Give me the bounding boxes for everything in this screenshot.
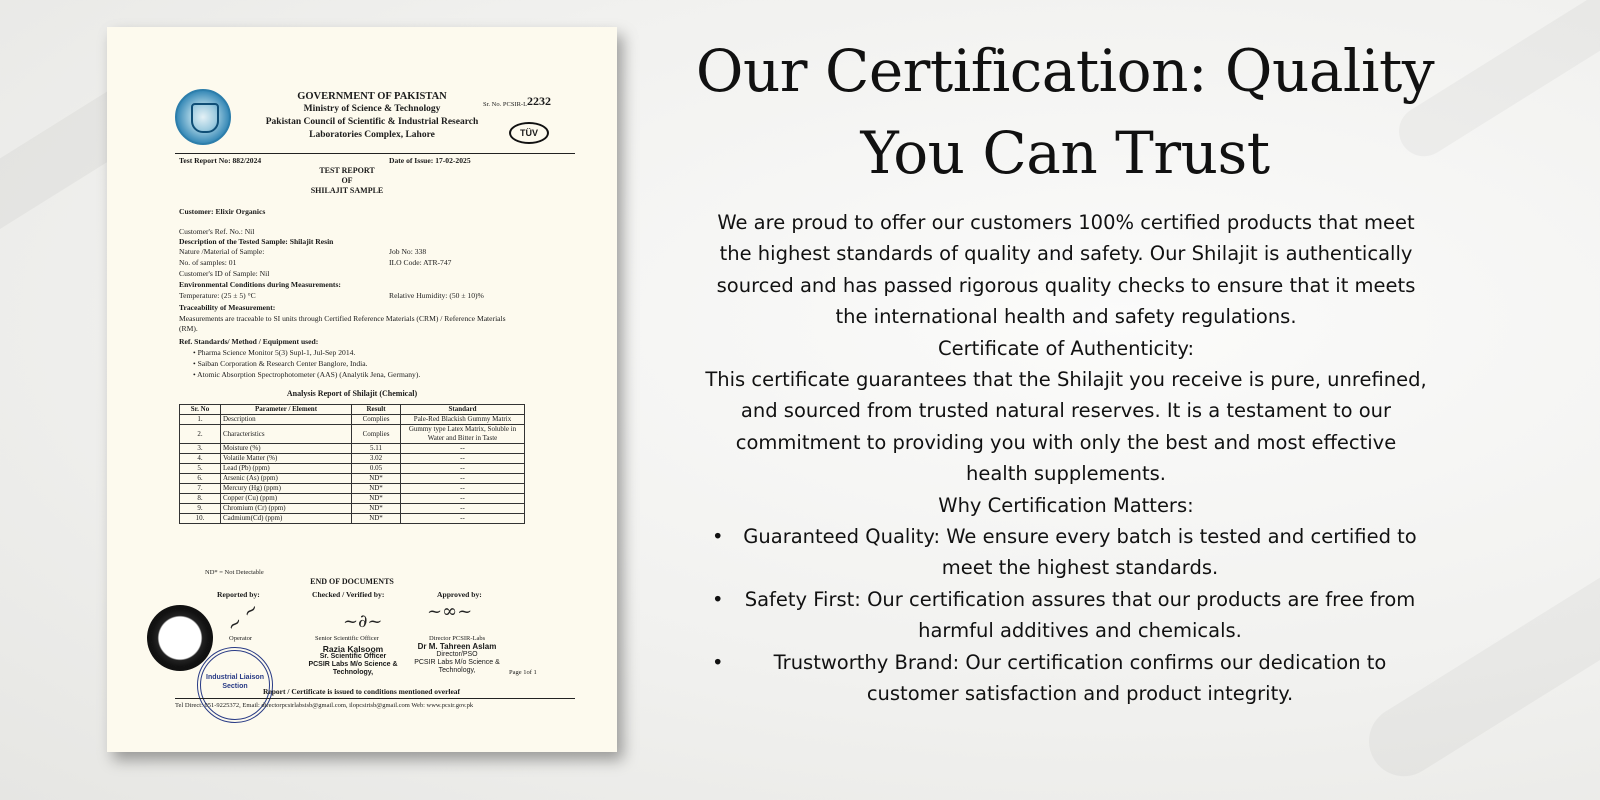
table-cell: Pale-Red Blackish Gummy Matrix	[401, 415, 525, 425]
officer-signature: ~∂~	[343, 611, 383, 632]
divider	[175, 698, 575, 699]
director-signature: ~∞~	[427, 601, 473, 622]
cert-header-line: Laboratories Complex, Lahore	[309, 130, 435, 140]
customer-ref: Customer's Ref. No.: Nil	[179, 227, 255, 236]
list-item	[702, 521, 1430, 584]
table-row	[180, 474, 525, 484]
contact-line: Tel Direct: 051-9225372, Email: directorpcsirlabsisb@gmail.com, ilopcsirisb@gmail.com Web: www.pcsir.gov.pk	[175, 702, 474, 709]
traceability-heading: Traceability of Measurement:	[179, 303, 276, 312]
coa-paragraph: This certificate guarantees that the Shilajit you receive is pure, unrefined, and sourced from trusted natural reserves. It is a testament to our commitment to providing you with only the best and most effective health supplements.	[705, 368, 1427, 486]
humidity: Relative Humidity: (50 ± 10)%	[389, 291, 484, 300]
table-row	[180, 514, 525, 524]
table-cell: --	[401, 494, 525, 504]
table-cell: Moisture (%)	[221, 444, 352, 454]
table-cell: 9.	[180, 504, 221, 514]
operator-title: Operator	[229, 635, 253, 642]
senior-officer-title: Senior Scientific Officer	[315, 635, 379, 642]
table-row	[180, 494, 525, 504]
cert-header-line: Ministry of Science & Technology	[303, 104, 441, 114]
test-report-no: Test Report No: 882/2024	[179, 156, 262, 165]
table-cell: 10.	[180, 514, 221, 524]
table-cell: --	[401, 484, 525, 494]
traceability-text: Measurements are traceable to SI units through Certified Reference Materials (CRM) / Reference Materials (RM).	[179, 314, 506, 333]
table-header: Standard	[401, 405, 525, 415]
table-cell: 5.11	[352, 444, 401, 454]
analysis-title: Analysis Report of Shilajit (Chemical)	[286, 389, 418, 398]
stamp-line: Technology,	[332, 669, 374, 676]
table-cell: Copper (Cu) (ppm)	[221, 494, 352, 504]
table-cell: --	[401, 444, 525, 454]
ref-item: • Atomic Absorption Spectrophotometer (AAS) (Analytik Jena, Germany).	[193, 370, 421, 379]
table-cell: Chromium (Cr) (ppm)	[221, 504, 352, 514]
table-cell: Mercury (Hg) (ppm)	[221, 484, 352, 494]
date-of-issue: Date of Issue: 17-02-2025	[389, 156, 471, 165]
page-count: Page 1of 1	[509, 669, 537, 676]
table-row	[180, 484, 525, 494]
customer-sample-id: Customer's ID of Sample: Nil	[179, 269, 270, 278]
table-cell: Description	[221, 415, 352, 425]
table-cell: --	[401, 474, 525, 484]
bullet-icon: •	[712, 587, 724, 611]
coa-heading: Certificate of Authenticity:	[937, 336, 1195, 360]
list-item	[702, 647, 1430, 710]
table-header: Sr. No	[180, 405, 221, 415]
sample-description: Description of the Tested Sample: Shilajit Resin	[179, 237, 334, 246]
table-cell: --	[401, 504, 525, 514]
bullet-icon: •	[712, 650, 724, 674]
stamp-line: Director/PSO	[436, 651, 478, 658]
table-cell: 7.	[180, 484, 221, 494]
table-cell: 4.	[180, 454, 221, 464]
table-cell: ND*	[352, 494, 401, 504]
certificate-document	[107, 27, 617, 752]
liaison-seal	[197, 647, 273, 723]
table-header: Parameter / Element	[221, 405, 352, 415]
table-cell: --	[401, 514, 525, 524]
page-title: Our Certification: Quality You Can Trust	[695, 37, 1435, 187]
table-cell: Volatile Matter (%)	[221, 454, 352, 464]
table-row	[180, 454, 525, 464]
report-title: OF	[341, 176, 353, 185]
table-cell: Complies	[352, 425, 401, 444]
stamp-line: Dr M. Tahreen Aslam	[417, 642, 497, 651]
divider	[175, 153, 575, 154]
sample-count: No. of samples: 01	[179, 258, 237, 267]
stamp-line: PCSIR Labs M/o Science &	[308, 661, 398, 668]
list-item-text: Trustworthy Brand: Our certification confirms our dedication to customer satisfaction and product integrity.	[773, 650, 1387, 706]
director-title: Director PCSIR-Labs	[429, 635, 486, 642]
job-no: Job No: 338	[389, 247, 427, 256]
table-cell: 1.	[180, 415, 221, 425]
end-of-documents: END OF DOCUMENTS	[310, 577, 394, 586]
env-heading: Environmental Conditions during Measurements:	[179, 280, 341, 289]
table-cell: --	[401, 464, 525, 474]
reported-by: Reported by:	[217, 590, 260, 599]
table-cell: 6.	[180, 474, 221, 484]
ref-item: • Saiban Corporation & Research Center Banglore, India.	[193, 359, 368, 368]
intro-paragraph: We are proud to offer our customers 100% certified products that meet the highest standards of quality and safety. Our Shilajit is authentically sourced and has passed rigorous quality checks to ensure that it meets the international health and safety regulations.	[716, 211, 1416, 329]
table-cell: 8.	[180, 494, 221, 504]
table-cell: --	[401, 454, 525, 464]
report-title: TEST REPORT	[319, 166, 375, 175]
stamp-line: Sr. Scientific Officer	[319, 653, 387, 660]
seal-text: Industrial Liaison Section	[206, 674, 264, 690]
cert-header-line: Pakistan Council of Scientific & Industrial Research	[265, 117, 479, 127]
table-cell: ND*	[352, 474, 401, 484]
table-cell: Arsenic (As) (ppm)	[221, 474, 352, 484]
table-cell: ND*	[352, 484, 401, 494]
table-row	[180, 464, 525, 474]
customer: Customer: Elixir Organics	[179, 207, 266, 216]
checked-by: Checked / Verified by:	[312, 590, 385, 599]
stamp-line: PCSIR Labs M/o Science &	[414, 659, 500, 666]
list-item	[702, 584, 1430, 647]
table-cell: 5.	[180, 464, 221, 474]
serial-label: Sr. No. PCSIR-L	[483, 101, 528, 108]
ref-item: • Pharma Science Monitor 5(3) Supl-1, Jul-Sep 2014.	[193, 348, 356, 357]
table-cell: Lead (Pb) (ppm)	[221, 464, 352, 474]
sample-nature: Nature /Material of Sample:	[179, 247, 265, 256]
ilo-code: ILO Code: ATR-747	[389, 258, 452, 267]
bullet-icon: •	[712, 525, 724, 549]
table-cell: 2.	[180, 425, 221, 444]
table-cell: Gummy type Latex Matrix, Soluble in Water and Bitter in Taste	[401, 425, 525, 444]
cert-header-line: GOVERNMENT OF PAKISTAN	[297, 91, 447, 102]
table-cell: 0.05	[352, 464, 401, 474]
analysis-table	[179, 404, 525, 524]
table-row	[180, 444, 525, 454]
table-cell: Cadmium(Cd) (ppm)	[221, 514, 352, 524]
stamp-line: Technology,	[438, 667, 476, 674]
tuv-logo: TÜV	[509, 122, 549, 144]
stamp-line: Razia Kalsoom	[322, 644, 384, 654]
table-header: Result	[352, 405, 401, 415]
serial-number: 2232	[527, 94, 551, 108]
director-stamp	[407, 643, 507, 675]
pcsir-logo	[175, 89, 231, 145]
table-cell: Characteristics	[221, 425, 352, 444]
temperature: Temperature: (25 ± 5) °C	[179, 291, 256, 300]
why-heading: Why Certification Matters:	[938, 493, 1194, 517]
table-cell: 3.02	[352, 454, 401, 464]
operator-signature: ~ ~	[222, 597, 264, 638]
table-row	[180, 504, 525, 514]
table-header-row	[180, 405, 525, 415]
issue-note: Report / Certificate is issued to conditions mentioned overleaf	[263, 687, 461, 696]
certification-copy	[702, 207, 1430, 710]
table-cell: ND*	[352, 514, 401, 524]
list-item-text: Guaranteed Quality: We ensure every batch is tested and certified to meet the highest standards.	[743, 525, 1417, 580]
officer-stamp	[303, 645, 403, 677]
table-cell: Complies	[352, 415, 401, 425]
table-row	[180, 415, 525, 425]
table-cell: 3.	[180, 444, 221, 454]
benefits-list	[702, 521, 1430, 709]
report-title: SHILAJIT SAMPLE	[310, 186, 384, 195]
table-row	[180, 425, 525, 444]
list-item-text: Safety First: Our certification assures that our products are free from harmful additives and chemicals.	[744, 587, 1416, 643]
ref-heading: Ref. Standards/ Method / Equipment used:	[179, 337, 319, 346]
nd-note: ND* = Not Detectable	[205, 569, 264, 576]
approved-by: Approved by:	[437, 590, 482, 599]
table-cell: ND*	[352, 504, 401, 514]
